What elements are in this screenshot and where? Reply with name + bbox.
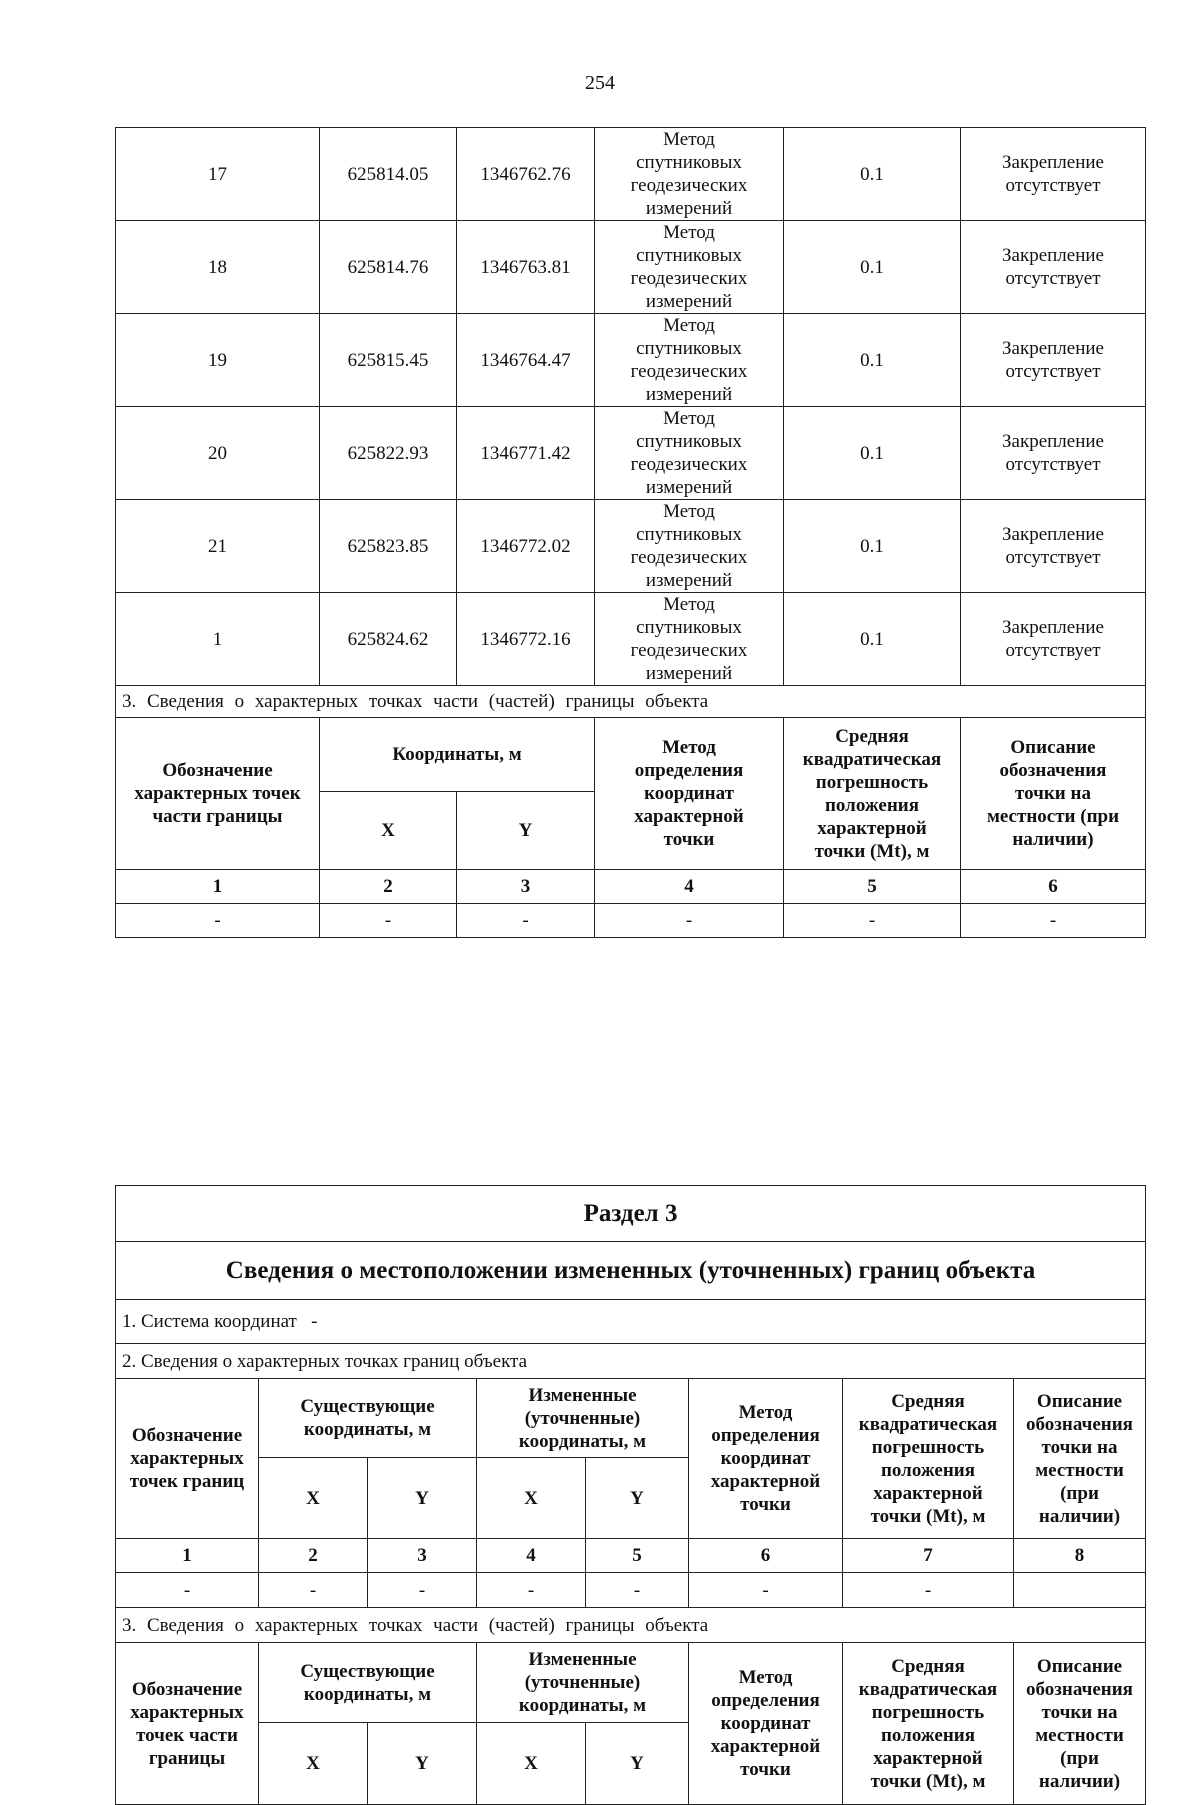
cell-line: геодезических bbox=[630, 268, 748, 289]
cell-line: спутниковых bbox=[636, 152, 742, 173]
header-row bbox=[116, 1643, 1146, 1723]
cell-line: квадратическая bbox=[858, 1413, 998, 1435]
table-row bbox=[116, 407, 1146, 500]
coord-x: 625824.62 bbox=[320, 593, 457, 686]
x-header: X bbox=[320, 792, 457, 870]
empty-cell: - bbox=[259, 1573, 368, 1608]
empty-cell: - bbox=[116, 1573, 259, 1608]
cell-line: геодезических bbox=[630, 361, 748, 382]
cell-line: положения bbox=[880, 1459, 976, 1481]
column-number: 1 bbox=[116, 870, 320, 904]
column-number: 7 bbox=[843, 1539, 1014, 1573]
mt-value: 0.1 bbox=[784, 314, 961, 407]
cell-line: координат bbox=[720, 1713, 811, 1734]
cell-line: Метод bbox=[663, 408, 715, 429]
cell-line: координаты, м bbox=[303, 1683, 432, 1705]
page-number: 254 bbox=[585, 72, 615, 94]
column-number: 3 bbox=[368, 1539, 477, 1573]
coord-system: 1. Система координат - bbox=[116, 1300, 1146, 1344]
description-cell bbox=[961, 314, 1146, 407]
column-number: 2 bbox=[259, 1539, 368, 1573]
cell-line: точки на bbox=[1041, 1436, 1118, 1458]
cell-line: (уточненные) bbox=[524, 1407, 641, 1429]
point-id: 19 bbox=[116, 314, 320, 407]
description-header bbox=[1014, 1379, 1146, 1539]
coord-x: 625823.85 bbox=[320, 500, 457, 593]
method-header bbox=[595, 718, 784, 870]
error-header bbox=[843, 1379, 1014, 1539]
column-number: 5 bbox=[586, 1539, 689, 1573]
cell-line: Закрепление bbox=[1002, 245, 1104, 266]
cell-line: наличии) bbox=[1038, 1505, 1121, 1527]
cell-line: определения bbox=[634, 760, 744, 781]
empty-cell: - bbox=[689, 1573, 843, 1608]
mt-value: 0.1 bbox=[784, 128, 961, 221]
cell-line: измерений bbox=[645, 384, 733, 405]
method-header bbox=[689, 1643, 843, 1805]
method-cell bbox=[595, 314, 784, 407]
cell-line: характерных bbox=[130, 1448, 244, 1469]
point-id: 1 bbox=[116, 593, 320, 686]
cell-line: Метод bbox=[663, 501, 715, 522]
cell-line: измерений bbox=[645, 570, 733, 591]
cell-line: геодезических bbox=[630, 454, 748, 475]
description-cell bbox=[961, 500, 1146, 593]
cell-line: координаты, м bbox=[518, 1695, 647, 1716]
cell-line: координат bbox=[644, 783, 734, 804]
caption-row bbox=[116, 1608, 1146, 1643]
cell-line: Закрепление bbox=[1002, 152, 1104, 173]
x-header: X bbox=[477, 1458, 586, 1539]
table-row bbox=[116, 904, 1146, 938]
column-number: 8 bbox=[1014, 1539, 1146, 1573]
cell-line: Метод bbox=[663, 129, 715, 150]
cell-line: спутниковых bbox=[636, 617, 742, 638]
header-row bbox=[116, 718, 1146, 792]
y-header: Y bbox=[457, 792, 595, 870]
empty-cell: - bbox=[457, 904, 595, 938]
cell-line: Средняя bbox=[835, 725, 909, 747]
cell-line: (при bbox=[1060, 1747, 1099, 1769]
empty-cell: - bbox=[595, 904, 784, 938]
cell-line: измерений bbox=[645, 477, 733, 498]
column-number: 1 bbox=[116, 1539, 259, 1573]
empty-cell: - bbox=[320, 904, 457, 938]
description-header bbox=[961, 718, 1146, 870]
cell-line: Описание bbox=[1010, 737, 1096, 758]
caption-row bbox=[116, 1344, 1146, 1379]
cell-line: положения bbox=[824, 794, 920, 816]
point-id: 21 bbox=[116, 500, 320, 593]
method-cell bbox=[595, 407, 784, 500]
cell-line: местности (при bbox=[986, 806, 1120, 827]
cell-line: характерной bbox=[710, 1471, 821, 1492]
x-header: X bbox=[477, 1723, 586, 1805]
cell-line: определения bbox=[711, 1425, 820, 1446]
cell-line: геодезических bbox=[630, 175, 748, 196]
designation-header bbox=[116, 1643, 259, 1805]
cell-line: точек части bbox=[136, 1724, 238, 1746]
coord-y: 1346763.81 bbox=[457, 221, 595, 314]
column-number: 5 bbox=[784, 870, 961, 904]
cell-line: характерной bbox=[634, 806, 744, 827]
coord-y: 1346772.02 bbox=[457, 500, 595, 593]
cell-line: координаты, м bbox=[303, 1419, 432, 1440]
cell-line: отсутствует bbox=[1005, 175, 1101, 196]
empty-cell: - bbox=[368, 1573, 477, 1608]
caption-row bbox=[116, 1300, 1146, 1344]
cell-line: координаты, м bbox=[518, 1430, 647, 1452]
cell-line: спутниковых bbox=[636, 245, 742, 266]
empty-cell bbox=[1014, 1573, 1146, 1608]
cell-line: Метод bbox=[738, 1402, 793, 1423]
mt-value: 0.1 bbox=[784, 221, 961, 314]
cell-line: характерной bbox=[710, 1736, 821, 1757]
cell-line: (уточненные) bbox=[524, 1672, 641, 1693]
cell-line: Закрепление bbox=[1002, 524, 1104, 545]
column-number: 2 bbox=[320, 870, 457, 904]
cell-line: Метод bbox=[663, 315, 715, 336]
table-row bbox=[116, 314, 1146, 407]
empty-cell: - bbox=[961, 904, 1146, 938]
cell-line: погрешность bbox=[871, 1701, 985, 1723]
table-row bbox=[116, 128, 1146, 221]
empty-cell: - bbox=[843, 1573, 1014, 1608]
column-number: 4 bbox=[477, 1539, 586, 1573]
cell-line: отсутствует bbox=[1005, 361, 1101, 382]
column-number: 3 bbox=[457, 870, 595, 904]
section-heading: Раздел 3 bbox=[116, 1186, 1146, 1242]
cell-line: определения bbox=[711, 1690, 820, 1711]
method-header bbox=[689, 1379, 843, 1539]
cell-line: Средняя bbox=[891, 1655, 965, 1677]
empty-cell: - bbox=[116, 904, 320, 938]
cell-line: точки (Mt), м bbox=[814, 840, 930, 862]
point-id: 17 bbox=[116, 128, 320, 221]
section3-table bbox=[115, 1185, 1146, 1805]
cell-line: Закрепление bbox=[1002, 431, 1104, 452]
cell-line: Метод bbox=[663, 594, 715, 615]
cell-line: Метод bbox=[662, 737, 716, 758]
cell-line: точки bbox=[740, 1494, 791, 1515]
cell-line: наличии) bbox=[1038, 1770, 1121, 1792]
cell-line: измерений bbox=[645, 291, 733, 312]
cell-line: местности bbox=[1035, 1459, 1124, 1481]
cell-line: координат bbox=[720, 1448, 811, 1469]
empty-cell: - bbox=[477, 1573, 586, 1608]
cell-line: точки на bbox=[1015, 783, 1091, 804]
coord-y: 1346771.42 bbox=[457, 407, 595, 500]
section-caption: 3. Сведения о характерных точках части (частей) границы объекта bbox=[116, 686, 1146, 718]
cell-line: Измененные bbox=[528, 1384, 637, 1406]
coord-y: 1346762.76 bbox=[457, 128, 595, 221]
cell-line: Описание bbox=[1036, 1390, 1123, 1412]
cell-line: Существующие bbox=[300, 1660, 435, 1682]
section-title: Сведения о местоположении измененных (уточненных) границ объекта bbox=[116, 1242, 1146, 1300]
title-row bbox=[116, 1242, 1146, 1300]
method-cell bbox=[595, 500, 784, 593]
cell-line: спутниковых bbox=[636, 524, 742, 545]
method-cell bbox=[595, 593, 784, 686]
cell-line: характерной bbox=[873, 1747, 983, 1769]
cell-line: Метод bbox=[738, 1667, 793, 1688]
description-cell bbox=[961, 407, 1146, 500]
error-header bbox=[843, 1643, 1014, 1805]
cell-line: точки (Mt), м bbox=[870, 1505, 986, 1527]
cell-line: характерной bbox=[817, 817, 927, 839]
column-number: 6 bbox=[689, 1539, 843, 1573]
cell-line: отсутствует bbox=[1005, 640, 1101, 661]
coord-x: 625814.05 bbox=[320, 128, 457, 221]
cell-line: спутниковых bbox=[636, 338, 742, 359]
points-table bbox=[115, 127, 1146, 938]
cell-line: обозначения bbox=[999, 760, 1107, 781]
coord-y: 1346772.16 bbox=[457, 593, 595, 686]
cell-line: точек границ bbox=[129, 1471, 245, 1492]
column-number: 4 bbox=[595, 870, 784, 904]
cell-line: Существующие bbox=[300, 1396, 435, 1417]
header-row bbox=[116, 1379, 1146, 1458]
cell-line: точки bbox=[740, 1759, 791, 1780]
cell-line: обозначения bbox=[1026, 1413, 1133, 1435]
coords-header: Координаты, м bbox=[320, 718, 595, 792]
empty-cell: - bbox=[586, 1573, 689, 1608]
cell-line: спутниковых bbox=[636, 431, 742, 452]
cell-line: наличии) bbox=[1012, 829, 1094, 850]
points-caption: 2. Сведения о характерных точках границ объекта bbox=[116, 1344, 1146, 1379]
y-header: Y bbox=[368, 1458, 477, 1539]
method-cell bbox=[595, 221, 784, 314]
designation-header bbox=[116, 718, 320, 870]
coord-x: 625814.76 bbox=[320, 221, 457, 314]
cell-line: точки bbox=[663, 829, 715, 850]
cell-line: (при bbox=[1060, 1482, 1099, 1504]
cell-line: Обозначение bbox=[131, 1425, 243, 1446]
cell-line: части границы bbox=[152, 806, 283, 827]
cell-line: обозначения bbox=[1026, 1678, 1133, 1700]
coord-x: 625815.45 bbox=[320, 314, 457, 407]
empty-cell: - bbox=[784, 904, 961, 938]
method-cell bbox=[595, 128, 784, 221]
coord-y: 1346764.47 bbox=[457, 314, 595, 407]
caption-row bbox=[116, 686, 1146, 718]
cell-line: отсутствует bbox=[1005, 268, 1101, 289]
mt-value: 0.1 bbox=[784, 407, 961, 500]
cell-line: Обозначение bbox=[162, 760, 273, 781]
cell-line: квадратическая bbox=[802, 748, 942, 770]
description-cell bbox=[961, 128, 1146, 221]
y-header: Y bbox=[586, 1458, 689, 1539]
mt-value: 0.1 bbox=[784, 593, 961, 686]
cell-line: геодезических bbox=[630, 547, 748, 568]
cell-line: квадратическая bbox=[858, 1678, 998, 1700]
cell-line: Обозначение bbox=[131, 1678, 243, 1700]
y-header: Y bbox=[586, 1723, 689, 1805]
cell-line: Метод bbox=[663, 222, 715, 243]
cell-line: точки на bbox=[1041, 1701, 1118, 1723]
numbers-row bbox=[116, 870, 1146, 904]
table-row bbox=[116, 221, 1146, 314]
cell-line: погрешность bbox=[815, 771, 929, 793]
cell-line: погрешность bbox=[871, 1436, 985, 1458]
cell-line: измерений bbox=[645, 198, 733, 219]
cell-line: характерной bbox=[873, 1482, 983, 1504]
description-header bbox=[1014, 1643, 1146, 1805]
y-header: Y bbox=[368, 1723, 477, 1805]
description-cell bbox=[961, 221, 1146, 314]
cell-line: положения bbox=[880, 1724, 976, 1746]
point-id: 20 bbox=[116, 407, 320, 500]
cell-line: границы bbox=[148, 1747, 226, 1769]
table-row bbox=[116, 593, 1146, 686]
point-id: 18 bbox=[116, 221, 320, 314]
cell-line: измерений bbox=[645, 663, 733, 684]
cell-line: Средняя bbox=[891, 1390, 965, 1412]
part-caption: 3. Сведения о характерных точках части (частей) границы объекта bbox=[116, 1608, 1146, 1643]
cell-line: отсутствует bbox=[1005, 454, 1101, 475]
cell-line: Закрепление bbox=[1002, 617, 1104, 638]
mt-value: 0.1 bbox=[784, 500, 961, 593]
x-header: X bbox=[259, 1458, 368, 1539]
heading-row bbox=[116, 1186, 1146, 1242]
cell-line: отсутствует bbox=[1005, 547, 1101, 568]
existing-coords-header bbox=[259, 1643, 477, 1723]
coord-x: 625822.93 bbox=[320, 407, 457, 500]
changed-coords-header bbox=[477, 1643, 689, 1723]
cell-line: Описание bbox=[1036, 1655, 1123, 1677]
error-header bbox=[784, 718, 961, 870]
cell-line: Измененные bbox=[528, 1649, 637, 1670]
numbers-row bbox=[116, 1539, 1146, 1573]
designation-header bbox=[116, 1379, 259, 1539]
table-row bbox=[116, 500, 1146, 593]
cell-line: характерных bbox=[130, 1701, 244, 1723]
table-row bbox=[116, 1573, 1146, 1608]
cell-line: характерных точек bbox=[134, 783, 301, 804]
description-cell bbox=[961, 593, 1146, 686]
changed-coords-header bbox=[477, 1379, 689, 1458]
x-header: X bbox=[259, 1723, 368, 1805]
cell-line: точки (Mt), м bbox=[870, 1770, 986, 1792]
column-number: 6 bbox=[961, 870, 1146, 904]
cell-line: местности bbox=[1035, 1724, 1124, 1746]
cell-line: геодезических bbox=[630, 640, 748, 661]
cell-line: Закрепление bbox=[1002, 338, 1104, 359]
existing-coords-header bbox=[259, 1379, 477, 1458]
